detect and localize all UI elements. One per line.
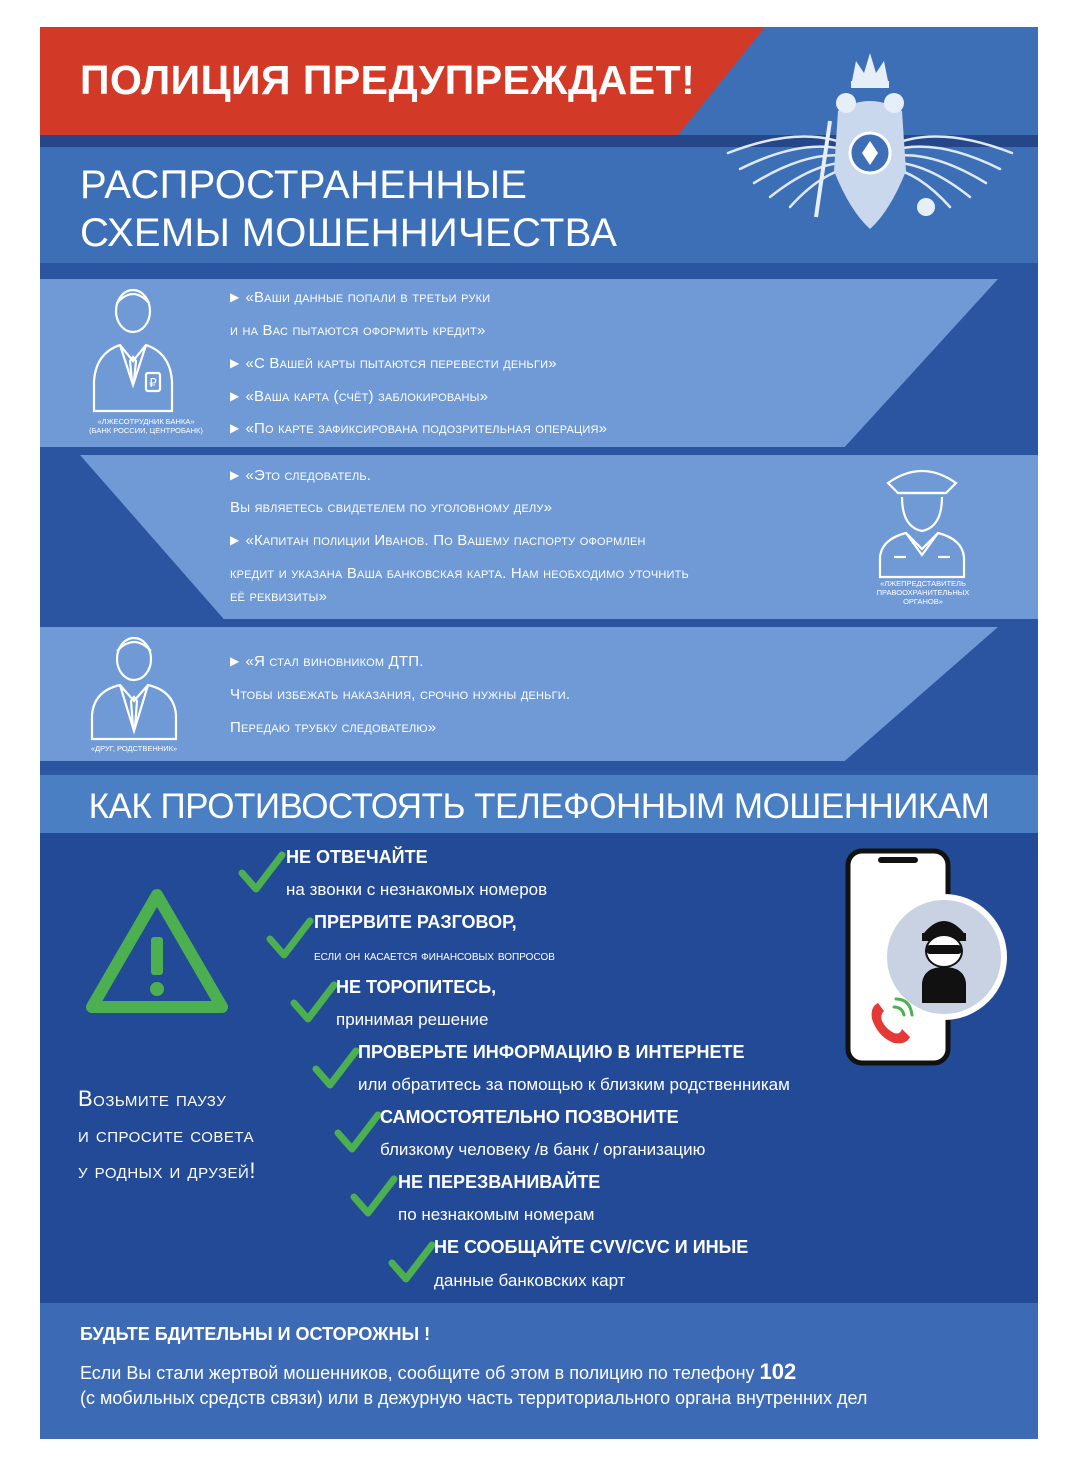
tip-5-head: САМОСТОЯТЕЛЬНО ПОЗВОНИТЕ xyxy=(380,1107,679,1127)
scheme-text: «По карте зафиксирована подозрительная операция» xyxy=(245,420,608,437)
pause-line: Возьмите паузу xyxy=(78,1086,227,1111)
check-icon xyxy=(312,1045,360,1093)
scheme-line xyxy=(230,322,486,339)
caption-line: ОРГАНОВ» xyxy=(903,597,943,606)
caption-line: «ДРУГ, РОДСТВЕННИК» xyxy=(90,744,178,753)
footer-heading: БУДЬТЕ БДИТЕЛЬНЫ И ОСТОРОЖНЫ ! xyxy=(80,1324,431,1344)
tip-4-sub: или обратитесь за помощью к близким родственникам xyxy=(358,1075,790,1094)
scheme-line xyxy=(230,355,557,372)
check-icon xyxy=(266,915,314,963)
scheme-text: «Ваша карта (счёт) заблокированы» xyxy=(245,388,489,405)
scheme-text: Чтобы избежать наказания, срочно нужны деньги. xyxy=(230,686,571,703)
bullet-icon: ▶ xyxy=(230,290,240,304)
scheme-text: «Я стал виновником ДТП. xyxy=(245,653,424,670)
scheme-text: кредит и указана Ваша банковская карта. Нам необходимо уточнить xyxy=(230,565,689,582)
warning-title: ПОЛИЦИЯ ПРЕДУПРЕЖДАЕТ! xyxy=(80,57,696,103)
tip-7-sub: данные банковских карт xyxy=(434,1271,626,1290)
scheme-text: Передаю трубку следователю» xyxy=(230,719,437,736)
bullet-icon: ▶ xyxy=(230,356,240,370)
tip-7-head: НЕ СООБЩАЙТЕ CVV/CVC И ИНЫЕ xyxy=(434,1237,749,1257)
footer-text: Если Вы стали жертвой мошенников, сообщите об этом в полицию по телефону xyxy=(80,1363,755,1383)
scheme-text: «Это следователь. xyxy=(245,467,372,484)
scheme-line xyxy=(230,653,424,670)
bank-employee-icon xyxy=(90,281,176,413)
smartphone-icon xyxy=(842,847,1016,1067)
scheme-text: «Ваши данные попали в третьи руки xyxy=(245,289,491,306)
pause-advice xyxy=(78,1081,256,1189)
tip-1-sub: на звонки с незнакомых номеров xyxy=(286,880,548,899)
schemes-title xyxy=(80,161,617,257)
scheme-line xyxy=(230,686,570,703)
police-officer-icon xyxy=(874,459,970,579)
tip-2-head: ПРЕРВИТЕ РАЗГОВОР, xyxy=(314,912,517,932)
scheme-text: её реквизиты» xyxy=(230,588,328,605)
scheme-line xyxy=(230,420,607,437)
schemes-title-line2: СХЕМЫ МОШЕННИЧЕСТВА xyxy=(80,211,618,255)
check-icon xyxy=(238,849,286,897)
svg-text:₽: ₽ xyxy=(149,376,157,390)
pause-line: у родных и друзей! xyxy=(78,1158,256,1183)
bank-employee-caption xyxy=(76,417,216,435)
tip-5-sub: близкому человеку /в банк / организацию xyxy=(380,1140,706,1159)
tip-3-sub: принимая решение xyxy=(336,1010,489,1029)
police-phone-number: 102 xyxy=(759,1359,797,1384)
poster xyxy=(40,27,1038,1439)
footer-line2: (с мобильных средств связи) или в дежурную часть территориального органа внутренних дел xyxy=(80,1388,868,1408)
scheme-text: Вы являетесь свидетелем по уголовному делу» xyxy=(230,499,553,516)
scheme-line xyxy=(230,588,327,605)
caption-line: «ЛЖЕПРЕДСТАВИТЕЛЬ xyxy=(880,579,966,588)
scheme-line xyxy=(230,499,552,516)
relative-caption xyxy=(76,744,192,753)
warning-triangle-icon xyxy=(84,887,230,1015)
bullet-icon: ▶ xyxy=(230,468,240,482)
resist-title: КАК ПРОТИВОСТОЯТЬ ТЕЛЕФОННЫМ МОШЕННИКАМ xyxy=(88,787,990,826)
caption-line: ПРАВООХРАНИТЕЛЬНЫХ xyxy=(876,588,970,597)
bullet-icon: ▶ xyxy=(230,654,240,668)
relative-icon xyxy=(88,631,180,741)
tip-1-head: НЕ ОТВЕЧАЙТЕ xyxy=(286,847,428,867)
police-emblem-icon xyxy=(720,41,1020,237)
schemes-title-line1: РАСПРОСТРАНЕННЫЕ xyxy=(80,163,528,207)
check-icon xyxy=(334,1109,382,1157)
bullet-icon: ▶ xyxy=(230,533,240,547)
tip-6-sub: по незнакомым номерам xyxy=(398,1205,595,1224)
check-icon xyxy=(290,979,338,1027)
tip-2-sub: если он касается финансовых вопросов xyxy=(314,947,555,963)
scheme-line xyxy=(230,467,371,484)
caption-line: (БАНК РОССИИ, ЦЕНТРОБАНК) xyxy=(89,426,203,435)
scheme-line xyxy=(230,388,488,405)
scheme-text: «Капитан полиции Иванов. По Вашему паспорту оформлен xyxy=(245,532,646,549)
scheme-line xyxy=(230,289,490,306)
scheme-line xyxy=(230,532,646,549)
check-icon xyxy=(350,1173,398,1221)
scheme-line xyxy=(230,719,436,736)
tip-6-head: НЕ ПЕРЕЗВАНИВАЙТЕ xyxy=(398,1172,601,1192)
tip-4-head: ПРОВЕРЬТЕ ИНФОРМАЦИЮ В ИНТЕРНЕТЕ xyxy=(358,1042,745,1062)
caption-line: «ЛЖЕСОТРУДНИК БАНКА» xyxy=(97,417,195,426)
scheme-text: «С Вашей карты пытаются перевести деньги» xyxy=(245,355,557,372)
bullet-icon: ▶ xyxy=(230,389,240,403)
footer-line1 xyxy=(80,1359,796,1385)
scheme-line xyxy=(230,565,689,582)
scheme-text: и на Вас пытаются оформить кредит» xyxy=(230,322,486,339)
police-officer-caption xyxy=(860,579,986,606)
tip-3-head: НЕ ТОРОПИТЕСЬ, xyxy=(336,977,497,997)
check-icon xyxy=(388,1239,436,1287)
bullet-icon: ▶ xyxy=(230,421,240,435)
pause-line: и спросите совета xyxy=(78,1122,255,1147)
